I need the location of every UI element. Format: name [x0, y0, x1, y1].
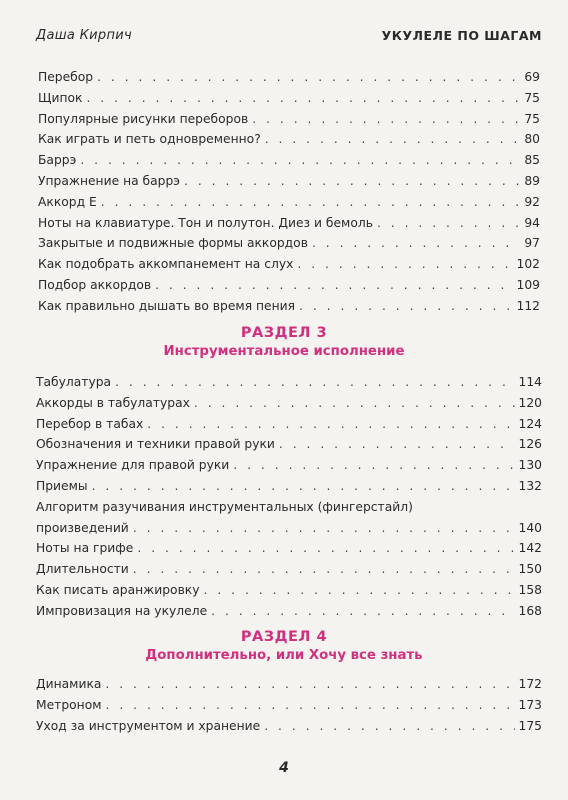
toc-entry-line2: [36, 518, 542, 539]
toc-entry-page: 109: [516, 277, 540, 292]
toc-dot-leader: [299, 296, 512, 317]
toc-entry-label: Импровизация на укулеле: [36, 603, 208, 618]
toc-dot-leader: [194, 393, 515, 414]
toc-dot-leader: [105, 674, 514, 695]
toc-entry-label: Динамика: [36, 677, 102, 691]
toc-entry[interactable]: [38, 192, 540, 213]
toc-entry[interactable]: [36, 580, 542, 601]
toc-entry[interactable]: [38, 296, 540, 317]
toc-dot-leader: [133, 559, 515, 580]
toc-entry[interactable]: [36, 601, 542, 622]
toc-entry-label: Баррэ: [38, 153, 77, 168]
toc-dot-leader: [137, 538, 514, 559]
toc-entry-page: 158: [518, 582, 542, 597]
toc-entry[interactable]: [36, 674, 542, 695]
toc-dot-leader: [297, 254, 512, 275]
toc-entry-label: Ноты на клавиатуре. Тон и полутон. Диез и бемоль: [38, 215, 373, 230]
toc-entry-label: Как подобрать аккомпанемент на слух: [38, 257, 294, 272]
toc-dot-leader: [97, 67, 520, 88]
toc-entry[interactable]: [38, 150, 540, 171]
toc-entry-label: Аккорды в табулатурах: [36, 395, 190, 410]
toc-entry[interactable]: [36, 476, 542, 497]
toc-entry-page: 150: [518, 562, 542, 577]
toc-entry-page: 126: [518, 437, 542, 452]
section-subtitle: Инструментальное исполнение: [163, 344, 405, 359]
toc-entry-label: Как писать аранжировку: [36, 582, 200, 597]
toc-dot-leader: [106, 695, 515, 716]
toc-entry[interactable]: [38, 213, 540, 234]
toc-entry-label: Табулатура: [36, 375, 112, 389]
page-number: 4: [279, 760, 289, 776]
toc-entry[interactable]: [38, 171, 540, 192]
toc-dot-leader: [265, 129, 521, 150]
toc-entry-page: 173: [518, 697, 542, 712]
toc-dot-leader: [377, 213, 520, 234]
toc-dot-leader: [264, 716, 514, 737]
toc-entry[interactable]: [38, 109, 540, 130]
toc-entry-page: 97: [524, 236, 540, 251]
toc-entry-page: 142: [518, 541, 542, 556]
toc-entry[interactable]: [38, 254, 540, 275]
toc-entry-label: Уход за инструментом и хранение: [36, 718, 261, 733]
toc-entry-page: 75: [524, 90, 540, 105]
toc-entry-page: 112: [516, 298, 540, 313]
toc-dot-leader: [252, 109, 520, 130]
toc-entry-label: Щипок: [38, 90, 83, 105]
toc-entry[interactable]: [36, 372, 542, 393]
toc-list-section4: [0, 674, 568, 736]
toc-entry-label: Подбор аккордов: [38, 277, 152, 292]
toc-entry[interactable]: [38, 67, 540, 88]
toc-entry-page: 140: [518, 520, 542, 535]
toc-dot-leader: [233, 455, 514, 476]
toc-dot-leader: [115, 372, 514, 393]
toc-dot-leader: [147, 414, 514, 435]
toc-entry-label: Аккорд E: [38, 194, 97, 209]
toc-entry-page: 175: [518, 718, 542, 733]
toc-dot-leader: [204, 580, 515, 601]
section-number: РАЗДЕЛ 4: [240, 629, 328, 645]
toc-entry[interactable]: [36, 455, 542, 476]
toc-entry-label: Ноты на грифе: [36, 541, 134, 556]
toc-entry[interactable]: [38, 88, 540, 109]
toc-dot-leader: [184, 171, 520, 192]
toc-entry-page: 85: [524, 153, 540, 168]
toc-entry[interactable]: [36, 695, 542, 716]
toc-entry-label: Упражнение для правой руки: [36, 458, 230, 473]
toc-entry-page: 132: [518, 478, 542, 493]
section-4-heading: [0, 628, 568, 666]
toc-entry-label: Длительности: [36, 562, 129, 577]
toc-entry-page: 130: [518, 458, 542, 473]
toc-entry-label-line1: Алгоритм разучивания инструментальных (фингерстайл): [36, 499, 413, 514]
toc-dot-leader: [279, 434, 515, 455]
toc-entry-label: Метроном: [36, 697, 102, 712]
toc-entry-label: Перебор в табах: [36, 416, 144, 431]
toc-entry[interactable]: [36, 393, 542, 414]
book-title: УКУЛЕЛЕ ПО ШАГАМ: [381, 28, 542, 43]
toc-entry-page: 168: [518, 603, 542, 618]
toc-dot-leader: [80, 150, 520, 171]
toc-entry-label: Упражнение на баррэ: [38, 173, 181, 188]
toc-list-part1: [0, 67, 568, 317]
toc-dot-leader: [101, 192, 521, 213]
toc-entry[interactable]: [36, 414, 542, 435]
toc-dot-leader: [211, 601, 514, 622]
section-number: РАЗДЕЛ 3: [240, 325, 328, 341]
toc-entry[interactable]: [36, 716, 542, 737]
toc-entry-label: Закрытые и подвижные формы аккордов: [38, 236, 308, 251]
toc-dot-leader: [92, 476, 515, 497]
toc-dot-leader: [155, 275, 512, 296]
toc-entry-page: 114: [518, 375, 542, 389]
toc-entry-wrapped[interactable]: [36, 497, 542, 539]
toc-entry-page: 124: [518, 416, 542, 431]
toc-entry[interactable]: [36, 559, 542, 580]
toc-entry-page: 75: [524, 111, 540, 126]
toc-entry-label: Обозначения и техники правой руки: [36, 437, 275, 452]
toc-entry-label: Приемы: [36, 478, 88, 493]
toc-entry-label: Перебор: [38, 70, 94, 84]
author-name: Даша Кирпич: [36, 28, 132, 43]
toc-list-section3: [0, 372, 568, 622]
section-subtitle: Дополнительно, или Хочу все знать: [145, 648, 423, 663]
toc-entry-page: 89: [524, 173, 540, 188]
toc-entry[interactable]: [38, 129, 540, 150]
toc-dot-leader: [133, 518, 515, 539]
toc-dot-leader: [312, 233, 520, 254]
toc-entry-label: Как правильно дышать во время пения: [38, 298, 296, 313]
toc-entry-label: Как играть и петь одновременно?: [38, 132, 261, 147]
toc-entry[interactable]: [38, 275, 540, 296]
toc-entry[interactable]: [36, 538, 542, 559]
toc-entry-page: 92: [524, 194, 540, 209]
toc-entry-page: 94: [524, 215, 540, 230]
toc-entry-page: 102: [516, 257, 540, 272]
toc-entry-label-line2: произведений: [36, 520, 129, 535]
section-3-heading: [0, 324, 568, 362]
toc-entry-page: 172: [518, 677, 542, 691]
toc-entry[interactable]: [38, 233, 540, 254]
toc-entry-page: 120: [518, 395, 542, 410]
toc-entry[interactable]: [36, 434, 542, 455]
toc-entry-page: 80: [524, 132, 540, 147]
toc-dot-leader: [86, 88, 520, 109]
toc-entry-page: 69: [524, 70, 540, 84]
toc-entry-label: Популярные рисунки переборов: [38, 111, 249, 126]
